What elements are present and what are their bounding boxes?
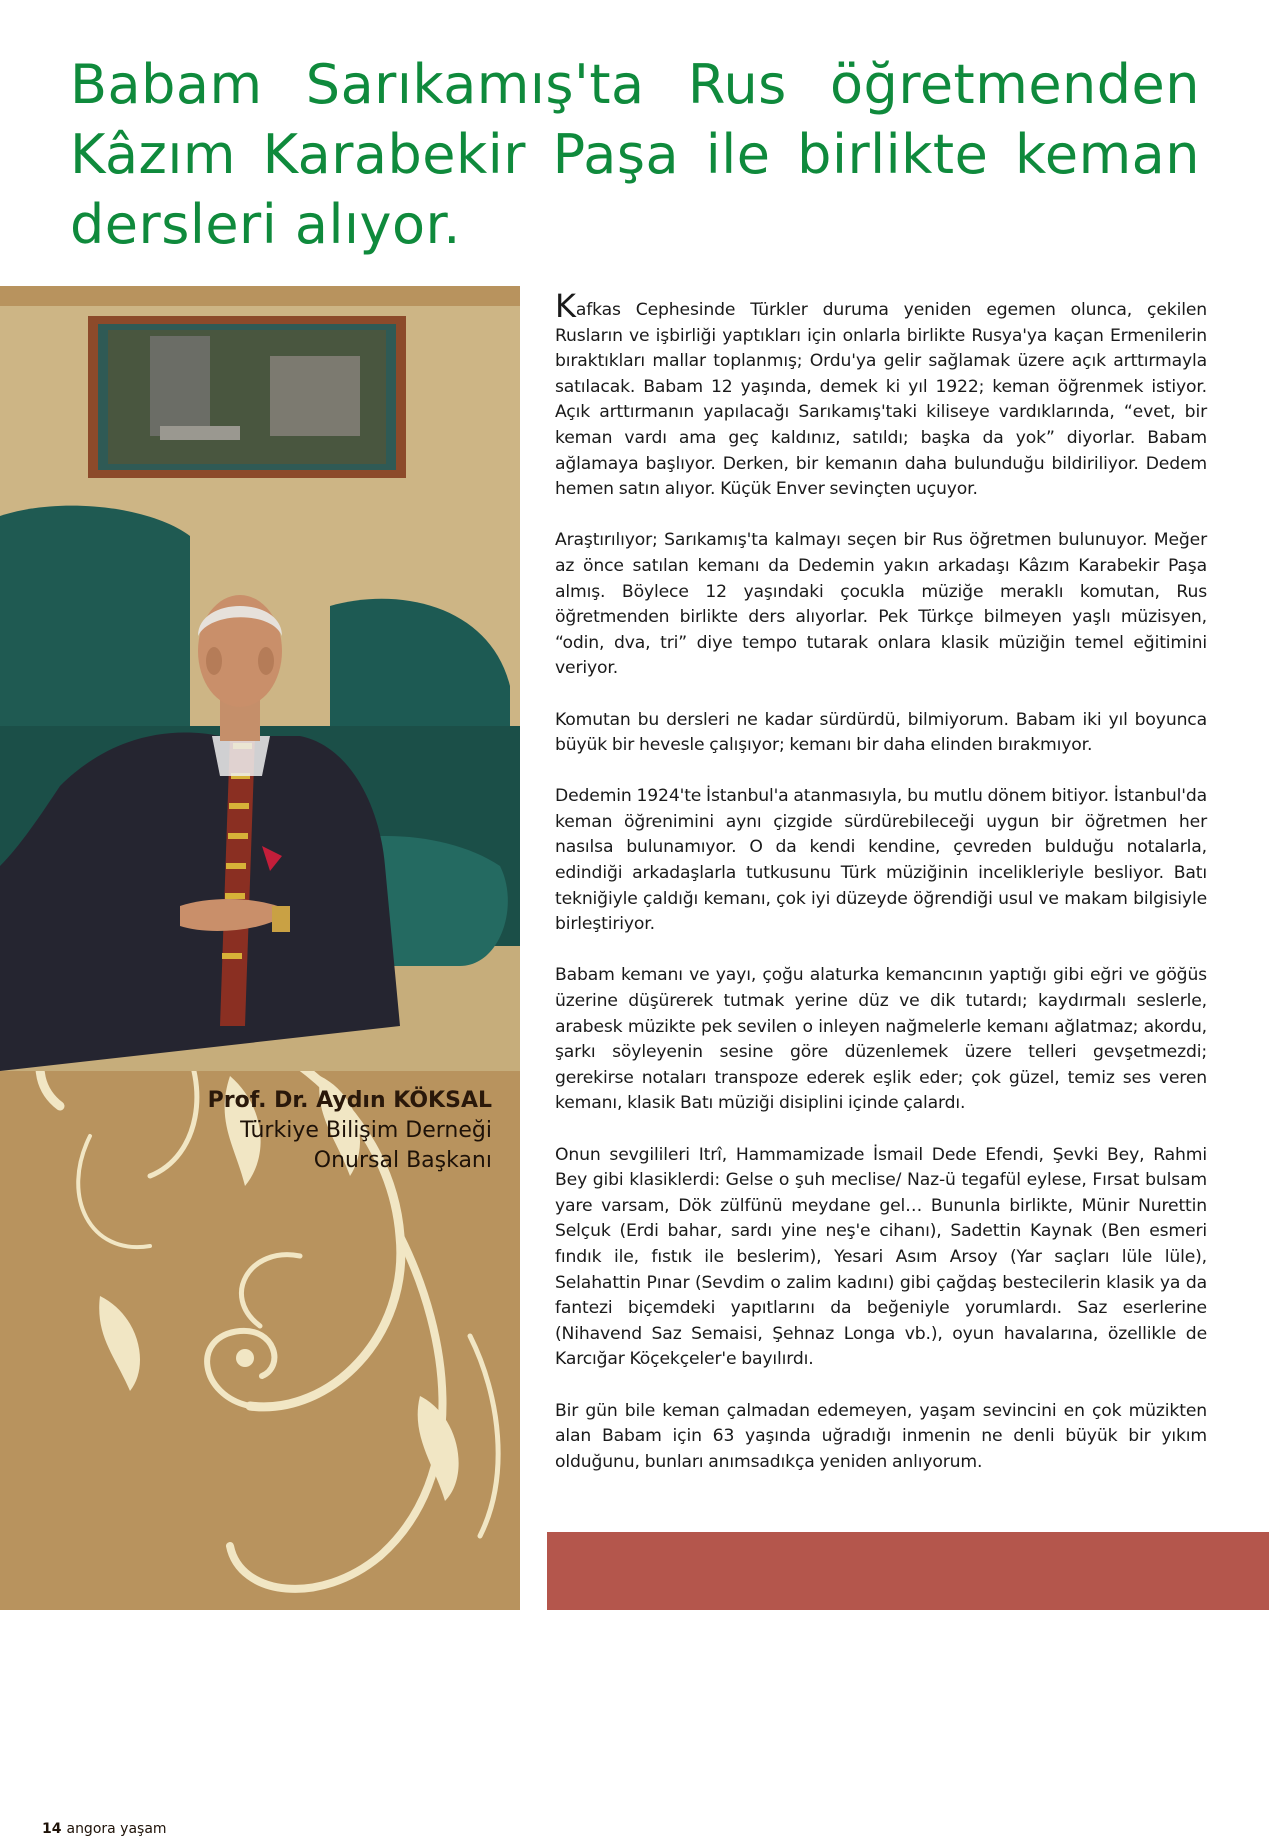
- article-paragraph: Bir gün bile keman çalmadan edemeyen, yaşam sevincini en çok müzikten alan Babam için 63 yaşında uğradığı inmenin ne denli büyük bir yıkım olduğunu, bunları anımsadıkça yeniden anlıyorum.: [555, 1400, 1207, 1472]
- author-name: Prof. Dr. Aydın KÖKSAL: [207, 1088, 492, 1113]
- article-paragraph: Onun sevgilileri Itrî, Hammamizade İsmail Dede Efendi, Şevki Bey, Rahmi Bey gibi klasiklerdi: Gelse o şuh meclise/ Naz-ü tegafül eylese, Fırsat bulsam yare varsam, Dök zülfünü meydane gel… Bununla birlikte, Münir Nurettin Selçuk (Erdi bahar, sardı yine neş'e cihanı), Sadettin Kaynak (Ben esmeri fındık ile, fıstık ile beslerim), Yesari Asım Arsoy (Yar saçları lüle lüle), Selahattin Pınar (Sevdim o zalim kadını) gibi çağdaş bestecilerin klasik ya da fantezi biçemdeki yapıtlarını da beğeniyle yorumlardı. Saz eserlerine (Nihavend Saz Semaisi, Şehnaz Longa vb.), oyun havalarına, özellikle de Karcığar Köçekçeler'e bayılırdı.: [555, 1144, 1207, 1370]
- article-paragraph: Araştırılıyor; Sarıkamış'ta kalmayı seçen bir Rus öğretmen bulunuyor. Meğer az önce satılan kemanı da Dedemin yakın arkadaşı Kâzım Karabekir Paşa almış. Böylece 12 yaşındaki çocukla müziğe meraklı komutan, Rus öğretmenden birlikte ders alıyorlar. Pek Türkçe bilmeyen yaşlı müzisyen, “odin, dva, tri” diye tempo tutarak onlara klasik müziğin temel eğitimini veriyor.: [555, 530, 1207, 679]
- author-title-line-2: Onursal Başkanı: [313, 1148, 492, 1173]
- magazine-name: angora yaşam: [66, 1821, 167, 1837]
- page-footer: [42, 1821, 167, 1837]
- author-title-line-1: Türkiye Bilişim Derneği: [240, 1118, 492, 1143]
- article-paragraph: Kafkas Cephesinde Türkler duruma yeniden egemen olunca, çekilen Rusların ve işbirliği yaptıkları için onlarla birlikte Rusya'ya kaçan Ermenilerin bıraktıkları mallar toplanmış; Ordu'ya gelir sağlamak üzere açık arttırmayla satılacak. Babam 12 yaşında, demek ki yıl 1922; keman öğrenmek istiyor. Açık arttırmanın yapılacağı Sarıkamış'taki kiliseye vardıklarında, “evet, bir keman vardı ama geç kaldınız, satıldı; başka da yok” diyorlar. Babam ağlamaya başlıyor. Derken, bir kemanın daha bulunduğu bildiriliyor. Dedem hemen satın alıyor. Küçük Enver sevinçten uçuyor.: [555, 287, 1207, 500]
- author-photo: [0, 306, 520, 1071]
- article-paragraph: Dedemin 1924'te İstanbul'a atanmasıyla, bu mutlu dönem bitiyor. İstanbul'da keman öğrenimini aynı çizgide sürdürebileceği uygun bir öğretmen her nasılsa bulunamıyor. O da kendi kendine, çevreden bulduğu notalarla, edindiği arkadaşlarla tutkusunu Türk müziğinin incelikleriyle besliyor. Batı tekniğiyle çaldığı kemanı, çok iyi düzeyde öğrendiği usul ve makam bilgisiyle birleştiriyor.: [555, 786, 1207, 935]
- article-paragraph: Babam kemanı ve yayı, çoğu alaturka kemancının yaptığı gibi eğri ve göğüs üzerine düşürerek tutmak yerine düz ve dik tutardı; kaydırmalı seslerle, arabesk müzikte pek sevilen o inleyen nağmelerle kemanı ağlatmaz; akordu, şarkı söyleyenin sesine göre düzenlemek üzere telleri gevşetmezdi; gerekirse notaları transpoze ederek eşlik eder; çok güzel, temiz ses veren kemanı, klasik Batı müziği disiplini içinde çalardı.: [555, 965, 1207, 1114]
- author-caption: [150, 1086, 492, 1176]
- sidebar-panel: [0, 286, 520, 1837]
- article-body: [555, 287, 1207, 1501]
- article-headline: Babam Sarıkamış'ta Rus öğretmenden Kâzım Karabekir Paşa ile birlikte keman dersleri alıyor.: [70, 53, 1200, 256]
- drop-cap: K: [555, 287, 576, 325]
- article-paragraph: Komutan bu dersleri ne kadar sürdürdü, bilmiyorum. Babam iki yıl boyunca büyük bir hevesle çalışıyor; kemanı bir daha elinden bırakmıyor.: [555, 709, 1207, 756]
- footer-color-bar: [547, 1532, 1269, 1610]
- page-number: 14: [42, 1821, 62, 1837]
